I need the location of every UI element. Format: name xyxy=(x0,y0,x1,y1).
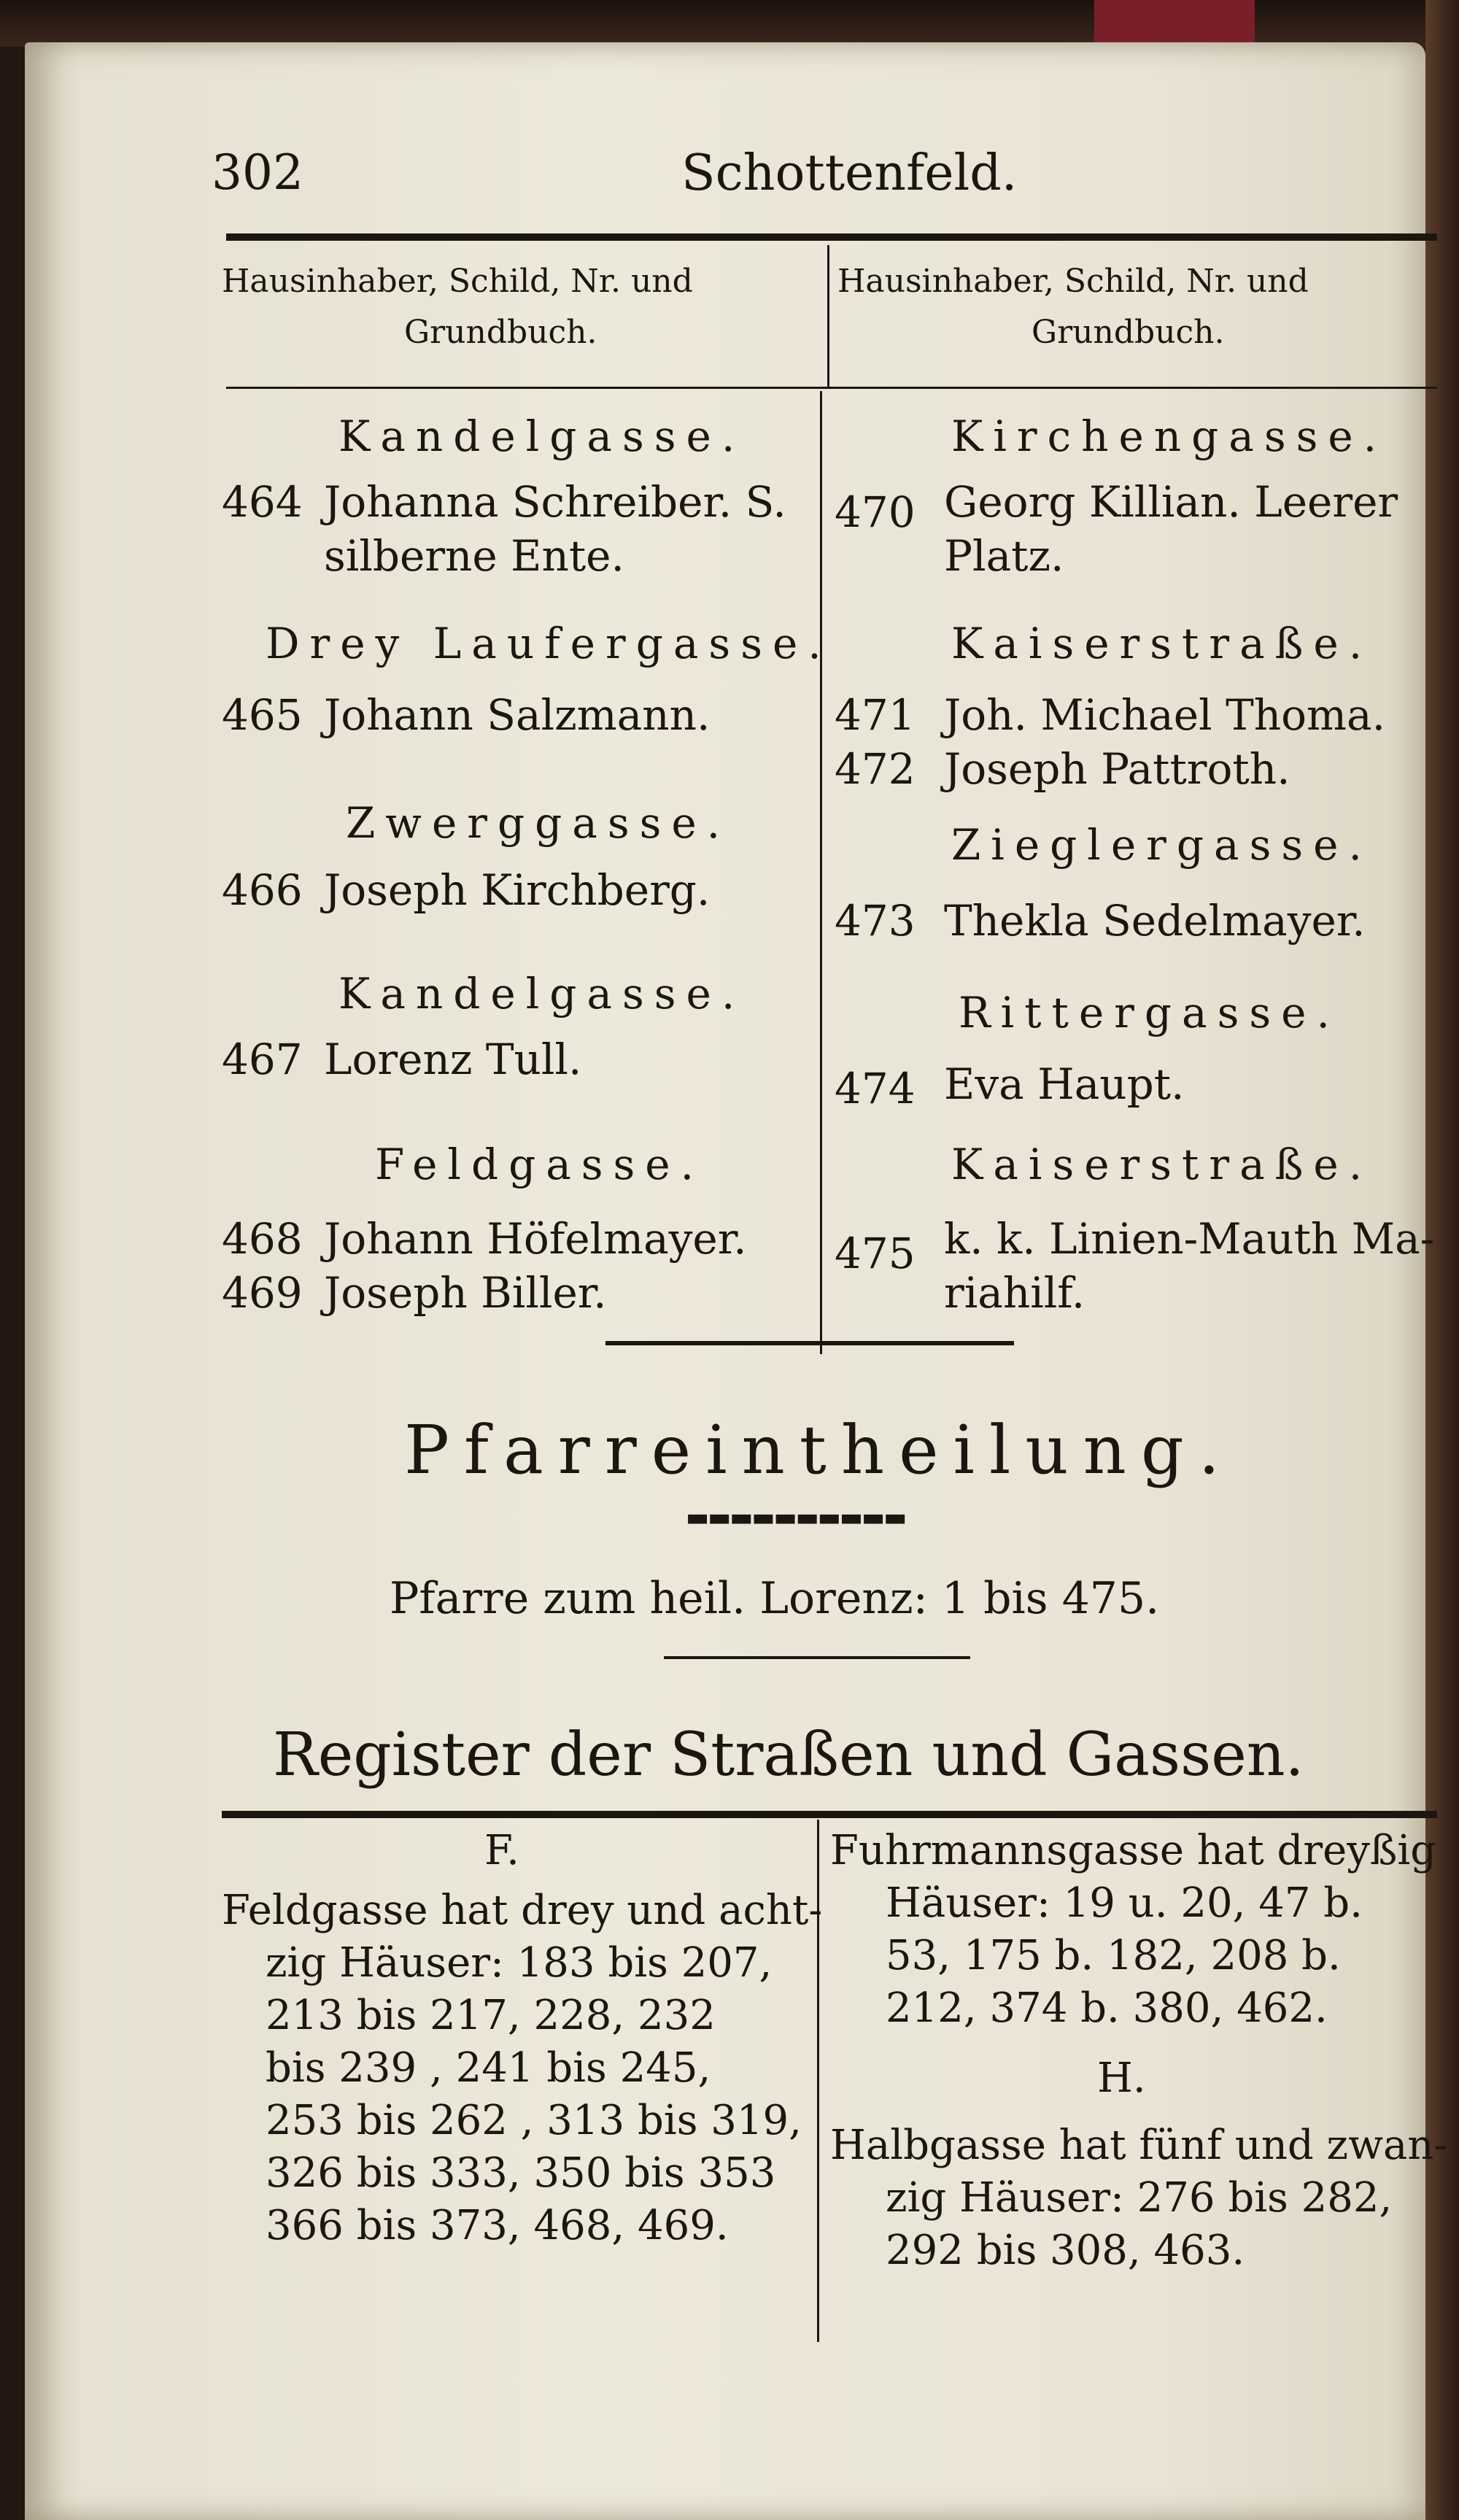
register-line: Feldgasse hat drey und acht- xyxy=(222,1887,823,1934)
house-number: 465 xyxy=(222,690,303,740)
owner-entry-continued: silberne Ente. xyxy=(324,531,624,581)
section-rule xyxy=(605,1341,1014,1345)
parish-line: Pfarre zum heil. Lorenz: 1 bis 475. xyxy=(390,1573,1160,1624)
column-divider-header xyxy=(827,245,829,388)
owner-entry-continued: Platz. xyxy=(944,531,1064,581)
page-number: 302 xyxy=(212,144,303,201)
register-line: 213 bis 217, 228, 232 xyxy=(266,1992,716,2039)
book-page xyxy=(25,42,1448,2520)
house-number: 475 xyxy=(835,1229,916,1278)
house-number: 470 xyxy=(835,487,916,537)
register-line: 253 bis 262 , 313 bis 319, xyxy=(266,2097,802,2144)
register-line: Halbgasse hat fünf und zwan- xyxy=(830,2122,1448,2169)
register-line: 366 bis 373, 468, 469. xyxy=(266,2202,729,2249)
owner-entry: Joseph Biller. xyxy=(324,1268,607,1318)
owner-entry: Joseph Pattroth. xyxy=(944,744,1290,794)
register-line: 212, 374 b. 380, 462. xyxy=(886,1984,1328,2032)
house-number: 472 xyxy=(835,744,916,794)
owner-entry: Joh. Michael Thoma. xyxy=(944,690,1386,740)
house-number: 474 xyxy=(835,1064,916,1113)
house-number: 466 xyxy=(222,865,303,915)
house-number: 471 xyxy=(835,690,916,740)
owner-entry: Thekla Sedelmayer. xyxy=(944,896,1366,946)
right-column-header-line1: Hausinhaber, Schild, Nr. und xyxy=(837,263,1309,300)
house-number: 467 xyxy=(222,1035,303,1084)
owner-entry: k. k. Linien-Mauth Ma- xyxy=(944,1214,1435,1264)
register-line: Fuhrmannsgasse hat dreyßig xyxy=(830,1827,1437,1874)
right-column-header-line2: Grundbuch. xyxy=(1032,314,1225,351)
owner-entry: Johann Salzmann. xyxy=(324,690,711,740)
register-line: 326 bis 333, 350 bis 353 xyxy=(266,2149,776,2197)
street-heading: Drey Laufergasse. xyxy=(266,619,832,668)
left-column-header-line2: Grundbuch. xyxy=(404,314,597,351)
owner-entry: Joseph Kirchberg. xyxy=(324,865,711,915)
register-title: Register der Straßen und Gassen. xyxy=(273,1720,1304,1790)
owner-entry-continued: riahilf. xyxy=(944,1268,1085,1318)
street-heading: Feldgasse. xyxy=(375,1140,705,1189)
house-number: 468 xyxy=(222,1214,303,1264)
street-heading: Rittergasse. xyxy=(959,988,1340,1037)
register-line: 292 bis 308, 463. xyxy=(886,2227,1245,2274)
street-heading: Zwerggasse. xyxy=(346,798,731,848)
register-line: 53, 175 b. 182, 208 b. xyxy=(886,1932,1341,1979)
ornamental-divider: ▬▬▬▬▬▬▬▬▬▬ xyxy=(686,1503,906,1532)
register-line: Häuser: 19 u. 20, 47 b. xyxy=(886,1879,1363,1927)
street-heading: Kandelgasse. xyxy=(338,411,746,461)
header-rule xyxy=(226,233,1437,241)
owner-entry: Eva Haupt. xyxy=(944,1059,1185,1109)
register-rule xyxy=(222,1811,1437,1818)
house-number: 464 xyxy=(222,477,303,527)
street-heading: Kandelgasse. xyxy=(338,969,746,1019)
owner-entry: Georg Killian. Leerer xyxy=(944,477,1398,527)
register-line: bis 239 , 241 bis 245, xyxy=(266,2044,711,2092)
house-number: 469 xyxy=(222,1268,303,1318)
left-column-header-line1: Hausinhaber, Schild, Nr. und xyxy=(222,263,693,300)
owner-entry: Lorenz Tull. xyxy=(324,1035,582,1084)
house-number: 473 xyxy=(835,896,916,946)
section-rule xyxy=(664,1656,970,1659)
register-line: zig Häuser: 183 bis 207, xyxy=(266,1939,773,1987)
register-letter: H. xyxy=(1097,2055,1146,2102)
register-letter: F. xyxy=(484,1827,519,1874)
register-line: zig Häuser: 276 bis 282, xyxy=(886,2174,1393,2222)
parish-title: Pfarreintheilung. xyxy=(404,1411,1235,1489)
street-heading: Zieglergasse. xyxy=(951,820,1372,870)
column-header-rule xyxy=(226,387,1437,389)
street-heading: Kirchengasse. xyxy=(951,411,1388,461)
owner-entry: Johann Höfelmayer. xyxy=(324,1214,747,1264)
running-title: Schottenfeld. xyxy=(681,144,1018,202)
column-divider xyxy=(820,391,822,1354)
street-heading: Kaiserstraße. xyxy=(951,1140,1373,1189)
bookmark-ribbon xyxy=(1094,0,1255,44)
street-heading: Kaiserstraße. xyxy=(951,619,1373,668)
owner-entry: Johanna Schreiber. S. xyxy=(324,477,786,527)
